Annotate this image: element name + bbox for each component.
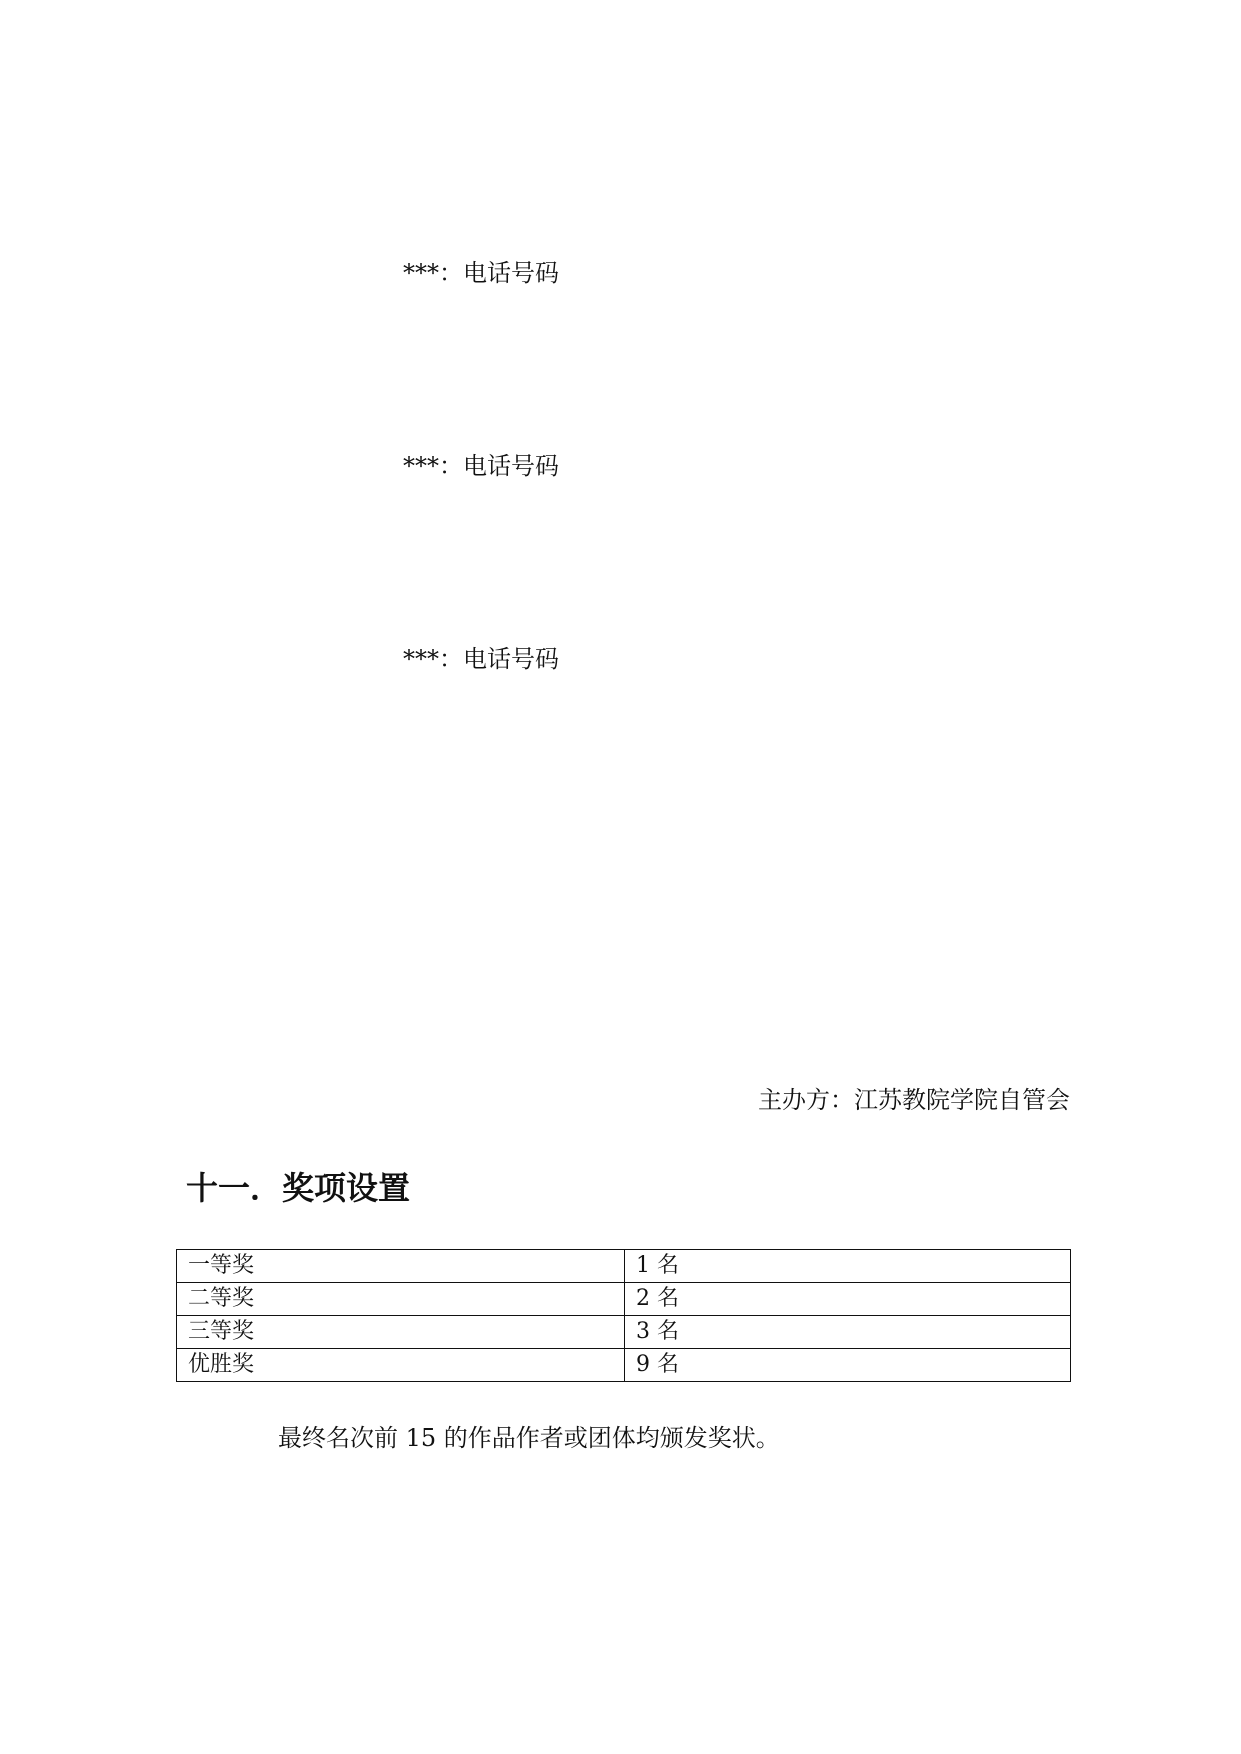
table-row (177, 1283, 1071, 1316)
award-count-cell: 2 名 (625, 1283, 1071, 1316)
table-row (177, 1250, 1071, 1283)
table-row (177, 1316, 1071, 1349)
table-row (177, 1349, 1071, 1382)
awards-note: 最终名次前 15 的作品作者或团体均颁发奖状。 (278, 1424, 780, 1452)
award-count-cell: 1 名 (625, 1250, 1071, 1283)
contact-line-2: ***：电话号码 (403, 452, 559, 480)
contact-line-1: ***：电话号码 (403, 259, 559, 287)
awards-table (176, 1249, 1071, 1382)
section-heading-awards: 十一．奖项设置 (186, 1169, 411, 1207)
award-count-cell: 3 名 (625, 1316, 1071, 1349)
contact-line-3: ***：电话号码 (403, 645, 559, 673)
award-name-cell: 一等奖 (177, 1250, 625, 1283)
award-count-cell: 9 名 (625, 1349, 1071, 1382)
award-name-cell: 三等奖 (177, 1316, 625, 1349)
award-name-cell: 二等奖 (177, 1283, 625, 1316)
organizer-line: 主办方：江苏教院学院自管会 (758, 1086, 1070, 1114)
award-name-cell: 优胜奖 (177, 1349, 625, 1382)
